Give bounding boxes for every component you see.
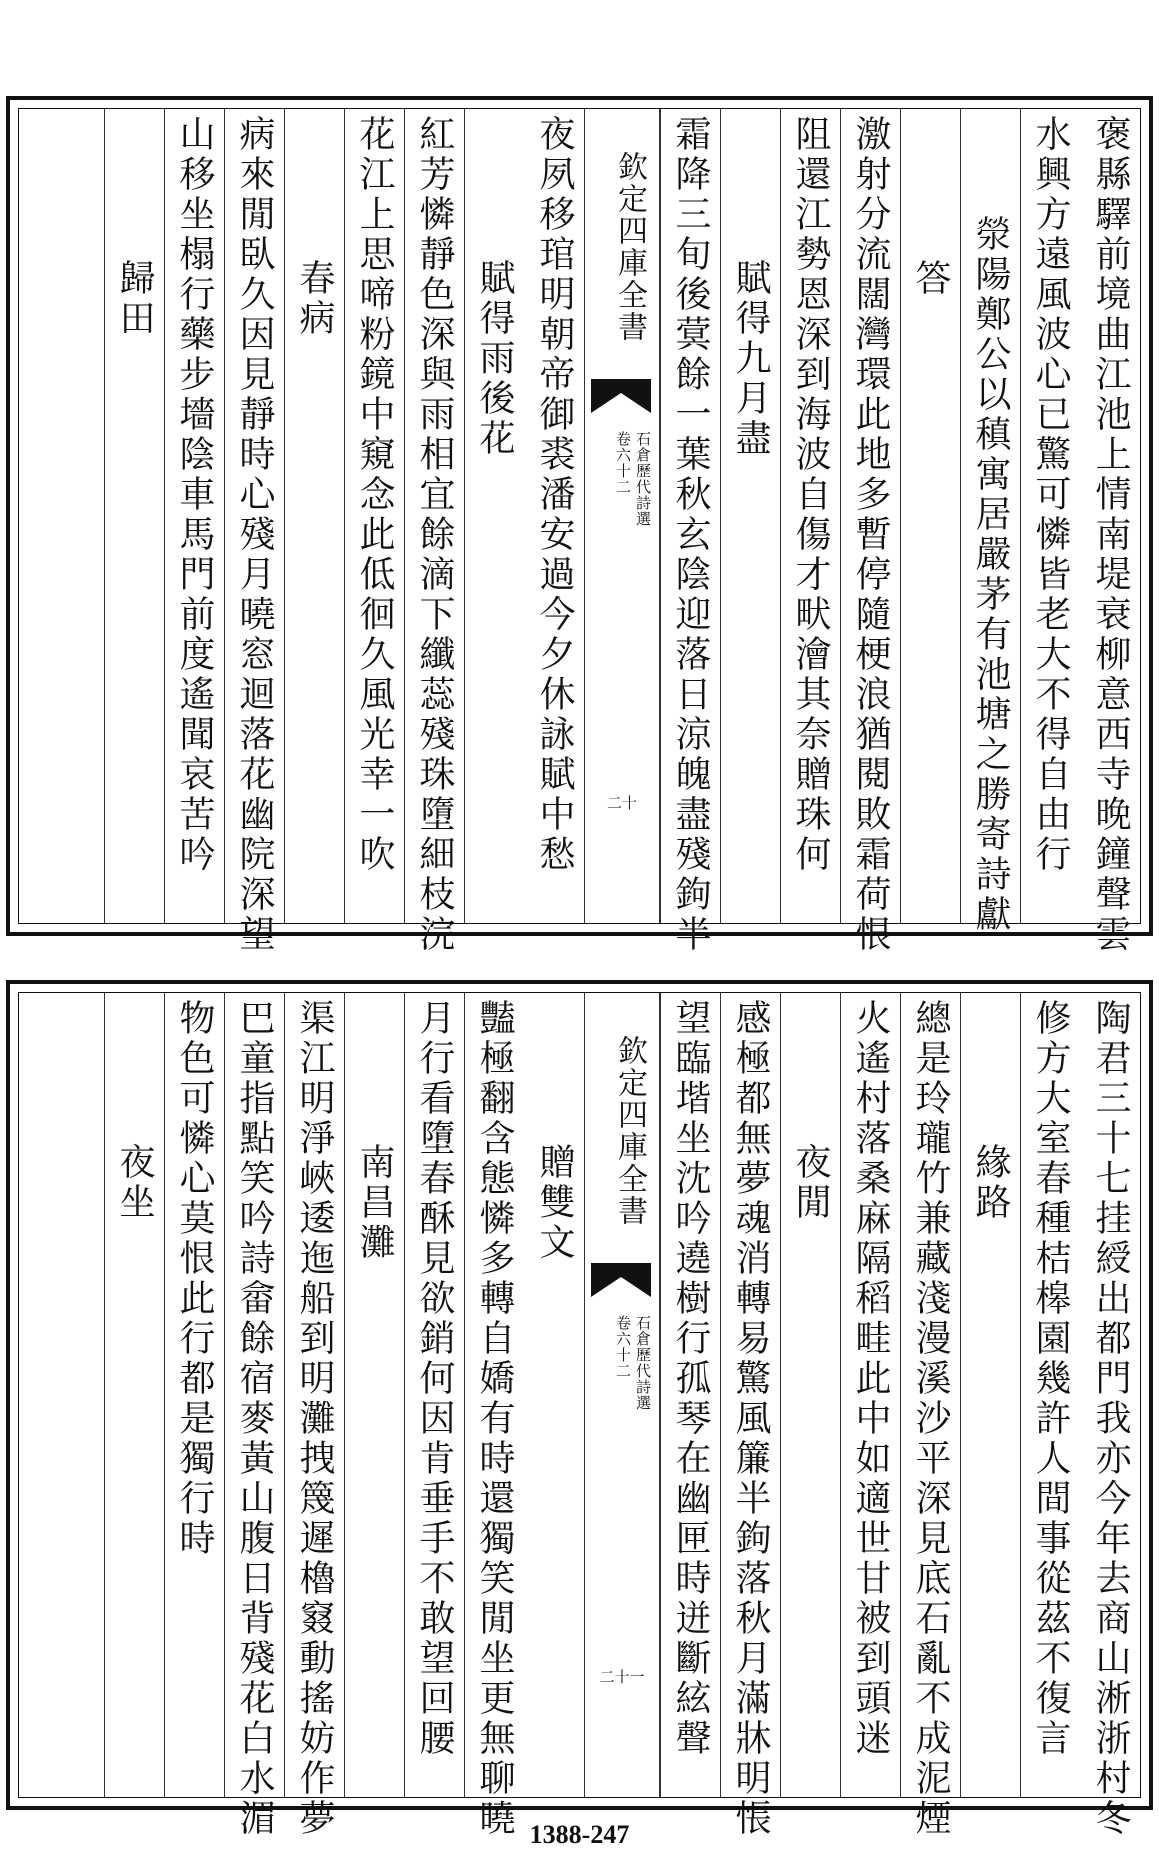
text-column: 病來閒臥久因見靜時心殘月曉窓迴落花幽院深望	[224, 109, 284, 923]
leaf-number: 二十	[606, 794, 637, 812]
anthology-title: 石倉歷代詩選	[634, 431, 652, 527]
text-column: 物色可憐心莫恨此行都是獨行時	[164, 993, 224, 1797]
text-column: 月行看墮春酥見欲銷何因肯垂手不敢望回腰	[404, 993, 464, 1797]
text-column: 歸田	[104, 109, 164, 923]
book-title: 欽定四庫全書	[612, 1035, 647, 1227]
text-column: 贈雙文	[534, 1143, 575, 1263]
leaf-number: 二十一	[599, 1668, 645, 1686]
text-column: 火遙村落桑麻隔稻畦此中如適世甘被到頭迷	[840, 993, 900, 1797]
text-column: 山移坐榻行藥步墻陰車馬門前度遙聞哀苦吟	[164, 109, 224, 923]
page-footer-number: 1388-247	[529, 1820, 630, 1849]
text-column: 緣路	[960, 993, 1020, 1797]
upper-page	[6, 96, 1153, 955]
text-column: 夜閒	[780, 993, 840, 1797]
text-column: 南昌灘	[344, 993, 404, 1797]
text-column: 紅芳憐靜色深與雨相宜餘滴下纖蕊殘珠墮細枝浣	[404, 109, 464, 923]
center-fold	[584, 993, 660, 1797]
fish-tail-mark	[591, 379, 651, 413]
anthology-title: 石倉歷代詩選	[634, 1315, 652, 1411]
center-fold	[584, 109, 660, 923]
text-column: 阻還江勢恩深到海波自傷才畎澮其奈贈珠何	[780, 109, 840, 923]
text-column: 修方大室春種桔槔園幾許人間事從茲不復言	[1020, 993, 1080, 1797]
upper-page-frame	[18, 108, 1141, 955]
text-column: 巴童指點笑吟詩畲餘宿麥黃山腹日背殘花白水湄	[224, 993, 284, 1797]
text-column: 霜降三旬後蓂餘一葉秋玄陰迎落日涼魄盡殘鉤半	[660, 109, 720, 923]
text-column: 花江上思啼粉鏡中窺念此低徊久風光幸一吹	[344, 109, 404, 923]
text-column: 渠江明淨峽逶迤船到明灘拽篾遲櫓窡動搖妨作夢	[284, 993, 344, 1797]
book-title: 欽定四庫全書	[612, 151, 647, 343]
text-column: 水興方遠風波心已驚可憐皆老大不得自由行	[1020, 109, 1080, 923]
text-column: 賦得九月盡	[720, 109, 780, 923]
text-column: 感極都無夢魂消轉易驚風簾半鉤落秋月滿牀明悵	[720, 993, 780, 1797]
volume-number: 卷六十二	[614, 1315, 632, 1379]
text-column: 夜坐	[104, 993, 164, 1797]
text-column: 總是玲瓏竹兼藏淺漫溪沙平深見底石亂不成泥煙	[900, 993, 960, 1797]
text-column: 滎陽鄭公以稹寓居嚴茅有池塘之勝寄詩獻	[960, 109, 1020, 923]
text-column: 豔極翻含態憐多轉自嬌有時還獨笑閒坐更無聊曉	[464, 993, 524, 1797]
volume-number: 卷六十二	[614, 431, 632, 495]
text-column: 賦得雨後花	[464, 109, 524, 923]
text-column: 春病	[284, 109, 344, 923]
text-column: 夜夙移琯明朝帝御裘潘安過今夕休詠賦中愁	[534, 115, 575, 875]
text-column: 褒縣驛前境曲江池上情南堤衰柳意西寺晚鐘聲雲	[1090, 115, 1131, 955]
fish-tail-mark	[591, 1263, 651, 1297]
text-column: 答	[900, 109, 960, 923]
text-column: 陶君三十七挂綬出都門我亦今年去商山淅浙村冬	[1090, 999, 1131, 1839]
text-column: 望臨堦坐沈吟遶樹行孤琴在幽匣時迸斷絃聲	[660, 993, 720, 1797]
text-column: 激射分流闊灣環此地多暫停隨梗浪猶閱敗霜荷恨	[840, 109, 900, 923]
